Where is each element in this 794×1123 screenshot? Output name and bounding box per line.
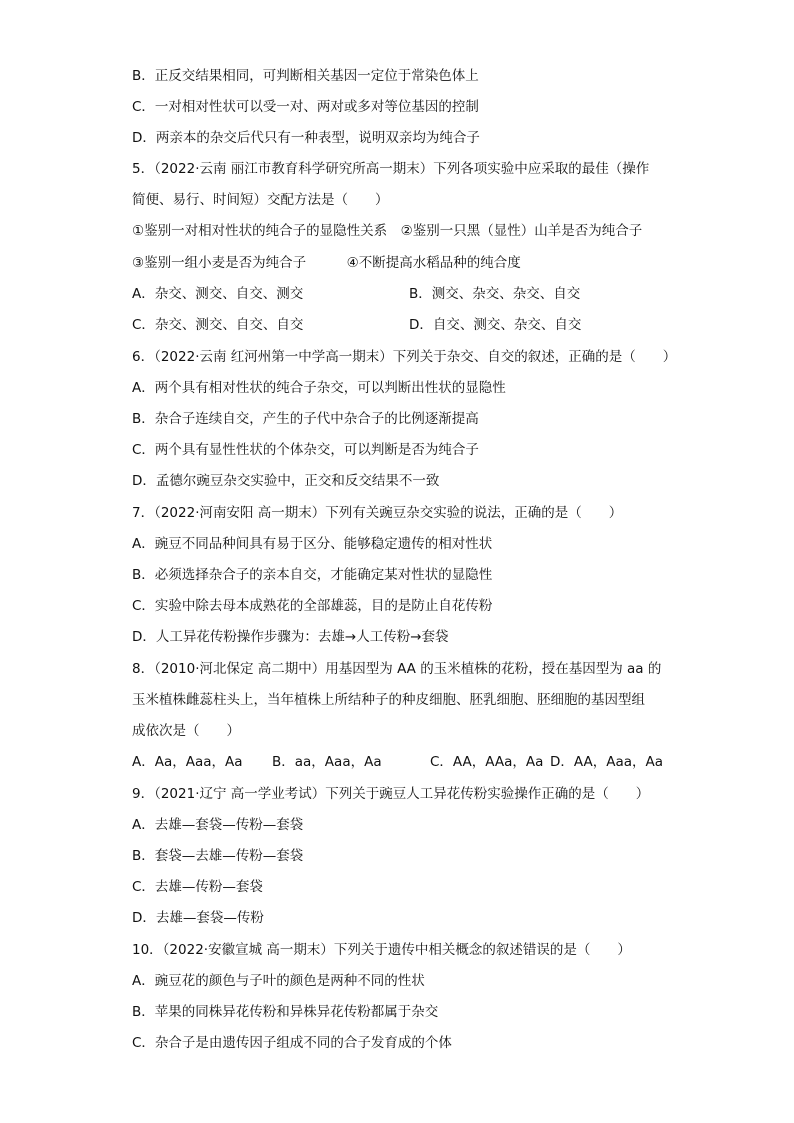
q9-option-a: A．去雄—套袋—传粉—套袋 — [132, 817, 304, 833]
q5-options-row2 — [132, 315, 672, 335]
q5-stem-line1: 5．（2022·云南 丽江市教育科学研究所高一期末）下列各项实验中应采取的最佳（操作 — [132, 161, 650, 177]
q7-option-d: D．人工异花传粉操作步骤为：去雄→人工传粉→套袋 — [132, 629, 449, 645]
q8-option-b: B．aa，Aaa，Aa — [272, 754, 382, 770]
q6-option-b: B．杂合子连续自交，产生的子代中杂合子的比例逐渐提高 — [132, 411, 479, 427]
q5-item-3-4: ③鉴别一组小麦是否为纯合子 ④不断提高水稻品种的纯合度 — [132, 255, 521, 271]
q6-option-a: A．两个具有相对性状的纯合子杂交，可以判断出性状的显隐性 — [132, 380, 506, 396]
q8-stem-line2: 玉米植株雌蕊柱头上，当年植株上所结种子的种皮细胞、胚乳细胞、胚细胞的基因型组 — [132, 692, 645, 708]
q5-stem-line2: 简便、易行、时间短）交配方法是（ ） — [132, 192, 389, 208]
q10-option-b: B．苹果的同株异花传粉和异株异花传粉都属于杂交 — [132, 1004, 439, 1020]
q7-stem: 7．（2022·河南安阳 高一期末）下列有关豌豆杂交实验的说法，正确的是（ ） — [132, 505, 623, 521]
q10-option-c: C．杂合子是由遗传因子组成不同的合子发育成的个体 — [132, 1035, 452, 1051]
q8-option-c: C．AA，AAa，Aa — [430, 754, 544, 770]
q5-options-row1 — [132, 284, 672, 304]
q4-option-c: C．一对相对性状可以受一对、两对或多对等位基因的控制 — [132, 99, 479, 115]
q6-option-c: C．两个具有显性性状的个体杂交，可以判断是否为纯合子 — [132, 442, 479, 458]
q7-option-c: C．实验中除去母本成熟花的全部雄蕊，目的是防止自花传粉 — [132, 598, 493, 614]
q8-stem-line1: 8．（2010·河北保定 高二期中）用基因型为 AA 的玉米植株的花粉，授在基因型为 aa 的 — [132, 661, 662, 677]
q9-option-c: C．去雄—传粉—套袋 — [132, 879, 263, 895]
q9-option-b: B．套袋—去雄—传粉—套袋 — [132, 848, 304, 864]
q10-stem: 10．（2022·安徽宣城 高一期末）下列关于遗传中相关概念的叙述错误的是（ ） — [132, 942, 631, 958]
q8-option-a: A．Aa，Aaa，Aa — [132, 754, 243, 770]
q9-option-d: D．去雄—套袋—传粉 — [132, 910, 264, 926]
q5-option-c: C．杂交、测交、自交、自交 — [132, 317, 304, 333]
q9-stem: 9．（2021·辽宁 高一学业考试）下列关于豌豆人工异花传粉实验操作正确的是（ ） — [132, 786, 650, 802]
q5-option-d: D．自交、测交、杂交、自交 — [409, 317, 582, 333]
q4-option-b: B．正反交结果相同，可判断相关基因一定位于常染色体上 — [132, 68, 479, 84]
q7-option-b: B．必须选择杂合子的亲本自交，才能确定某对性状的显隐性 — [132, 567, 493, 583]
q8-option-d: D．AA，Aaa，Aa — [550, 754, 664, 770]
q5-option-b: B．测交、杂交、杂交、自交 — [409, 286, 581, 302]
q5-option-a: A．杂交、测交、自交、测交 — [132, 286, 304, 302]
q8-options-row — [132, 752, 672, 772]
q7-option-a: A．豌豆不同品种间具有易于区分、能够稳定遗传的相对性状 — [132, 536, 493, 552]
q6-stem: 6．（2022·云南 红河州第一中学高一期末）下列关于杂交、自交的叙述，正确的是（ ） — [132, 349, 677, 365]
q4-option-d: D．两亲本的杂交后代只有一种表型，说明双亲均为纯合子 — [132, 130, 480, 146]
q10-option-a: A．豌豆花的颜色与子叶的颜色是两种不同的性状 — [132, 973, 425, 989]
q5-item-1-2: ①鉴别一对相对性状的纯合子的显隐性关系 ②鉴别一只黑（显性）山羊是否为纯合子 — [132, 223, 643, 239]
q8-stem-line3: 成依次是（ ） — [132, 723, 240, 739]
q6-option-d: D．孟德尔豌豆杂交实验中，正交和反交结果不一致 — [132, 473, 440, 489]
